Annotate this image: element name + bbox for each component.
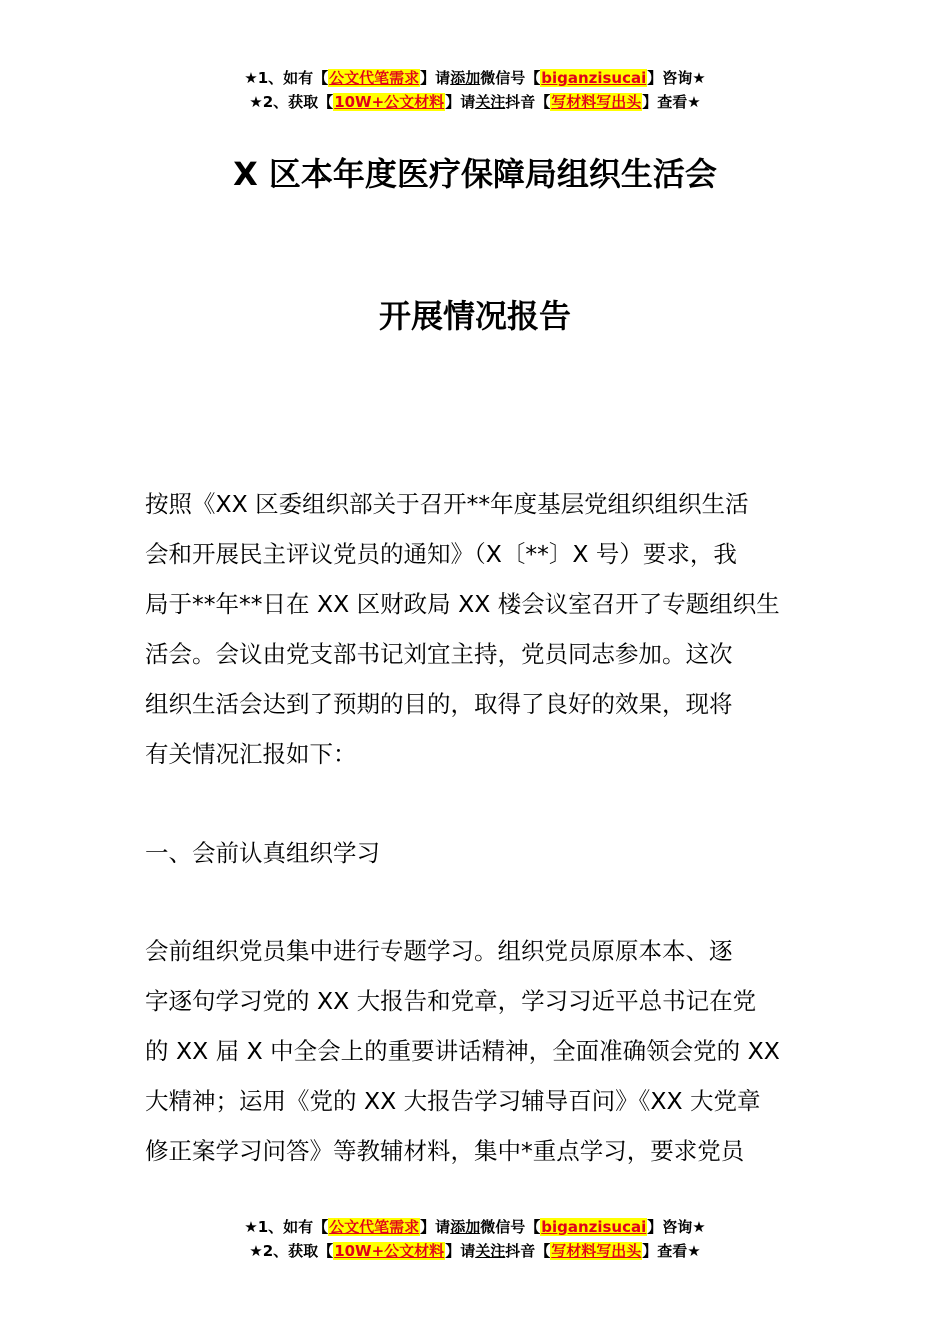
banner-highlight: 10W+公文材料 <box>334 1242 445 1260</box>
banner-highlight: 公文代笔需求 <box>329 69 420 87</box>
banner-highlight: 10W+公文材料 <box>334 93 445 111</box>
banner-line-2: ★2、获取【10W+公文材料】请关注抖音【写材料写出头】查看★ <box>249 1242 701 1260</box>
text-line: 有关情况汇报如下： <box>145 740 357 768</box>
document-title-line-1: X 区本年度医疗保障局组织生活会 <box>233 155 717 193</box>
text-line: 组织生活会达到了预期的目的，取得了良好的效果，现将 <box>145 690 733 718</box>
footer-banner <box>0 1215 950 1263</box>
text-line: 会前组织党员集中进行专题学习。组织党员原原本本、逐 <box>145 937 733 965</box>
text-line: 字逐句学习党的 XX 大报告和党章，学习习近平总书记在党 <box>145 987 757 1015</box>
banner-line-1: ★1、如有【公文代笔需求】请添加微信号【biganzisucai】咨询★ <box>244 1218 706 1236</box>
text-line: 修正案学习问答》等教辅材料，集中*重点学习，要求党员 <box>145 1137 745 1165</box>
text-line: 局于**年**日在 XX 区财政局 XX 楼会议室召开了专题组织生 <box>145 590 780 618</box>
text-line: 会和开展民主评议党员的通知》（X〔**〕X 号）要求，我 <box>145 540 737 568</box>
banner-highlight: biganzisucai <box>541 1218 647 1236</box>
banner-highlight: biganzisucai <box>541 69 647 87</box>
banner-line-2: ★2、获取【10W+公文材料】请关注抖音【写材料写出头】查看★ <box>249 93 701 111</box>
text-line: 活会。会议由党支部书记刘宜主持，党员同志参加。这次 <box>145 640 733 668</box>
section-paragraph <box>145 926 810 1176</box>
banner-highlight: 写材料写出头 <box>551 1242 642 1260</box>
document-title-line-2: 开展情况报告 <box>378 297 571 335</box>
intro-paragraph <box>145 479 810 779</box>
section-heading <box>145 828 810 878</box>
banner-line-1: ★1、如有【公文代笔需求】请添加微信号【biganzisucai】咨询★ <box>244 69 706 87</box>
header-banner <box>0 66 950 114</box>
text-line: 按照《XX 区委组织部关于召开**年度基层党组织组织生活 <box>145 490 749 518</box>
text-line: 大精神；运用《党的 XX 大报告学习辅导百问》《XX 大党章 <box>145 1087 761 1115</box>
section-heading-text: 一、会前认真组织学习 <box>145 839 380 867</box>
banner-highlight: 写材料写出头 <box>551 93 642 111</box>
banner-highlight: 公文代笔需求 <box>329 1218 420 1236</box>
text-line: 的 XX 届 X 中全会上的重要讲话精神，全面准确领会党的 XX <box>145 1037 780 1065</box>
